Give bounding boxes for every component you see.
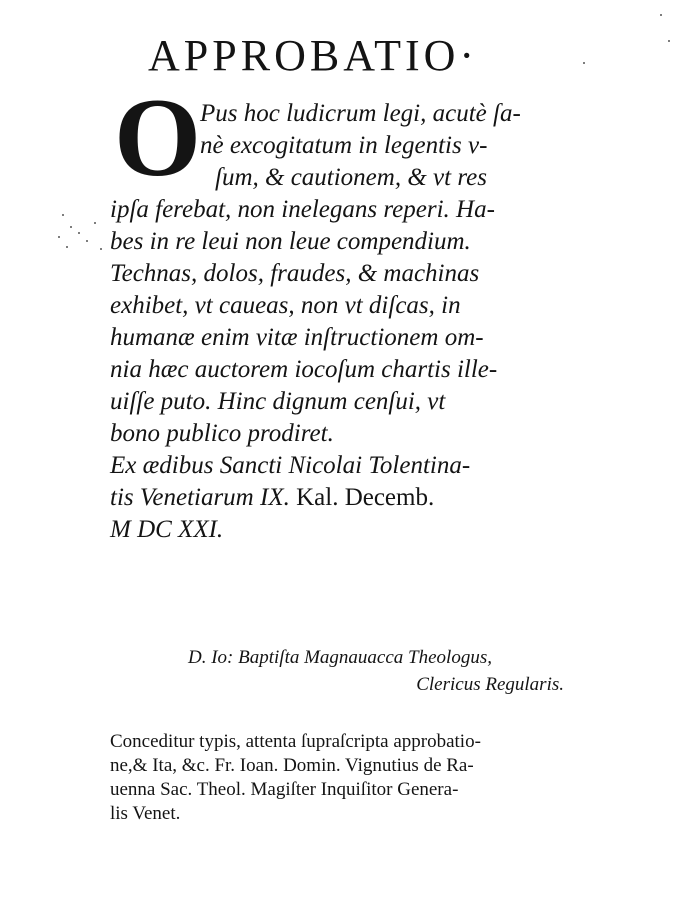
signatory-title: Clericus Regularis. bbox=[416, 674, 564, 695]
text-line: ſum, & cautionem, & vt res bbox=[215, 164, 487, 191]
text-line: nia hæc auctorem iocoſum chartis ille- bbox=[110, 356, 498, 383]
imprimatur-line: Conceditur typis, attenta ſupraſcripta approbatio- bbox=[110, 731, 481, 752]
page-title: APPROBATIO· bbox=[148, 31, 479, 80]
drop-cap: O bbox=[114, 76, 202, 200]
text-line: Technas, dolos, fraudes, & machinas bbox=[110, 260, 480, 287]
place-line: Ex ædibus Sancti Nicolai Tolentina- bbox=[110, 452, 471, 479]
imprimatur-line: ne,& Ita, &c. Fr. Ioan. Domin. Vignutius de Ra- bbox=[110, 755, 474, 776]
text-line: bes in re leui non leue compendium. bbox=[110, 228, 471, 255]
date-line bbox=[110, 482, 580, 514]
text-line: uiſſe puto. Hinc dignum cenſui, vt bbox=[110, 388, 446, 415]
signature-block bbox=[150, 644, 570, 698]
text-line: nè excogitatum in legentis v- bbox=[200, 132, 488, 159]
imprimatur-line: lis Venet. bbox=[110, 803, 181, 824]
signatory-name: D. Io: Baptiſta Magnauacca Theologus, bbox=[188, 647, 492, 668]
year-line: M DC XXI. bbox=[110, 516, 224, 543]
place-line-end: tis Venetiarum IX. bbox=[110, 484, 290, 511]
imprimatur-block bbox=[110, 730, 570, 826]
text-line: humanæ enim vitæ inſtructionem om- bbox=[110, 324, 484, 351]
text-line: Pus hoc ludicrum legi, acutè ſa- bbox=[200, 100, 521, 127]
text-line: ipſa ferebat, non inelegans reperi. Ha- bbox=[110, 196, 495, 223]
approbation-text bbox=[110, 98, 580, 546]
text-line: exhibet, vt caueas, non vt diſcas, in bbox=[110, 292, 461, 319]
imprimatur-line: uenna Sac. Theol. Magiſter Inquiſitor Genera- bbox=[110, 779, 459, 800]
text-line: bono publico prodiret. bbox=[110, 420, 334, 447]
date-text: Kal. Decemb. bbox=[296, 484, 435, 511]
